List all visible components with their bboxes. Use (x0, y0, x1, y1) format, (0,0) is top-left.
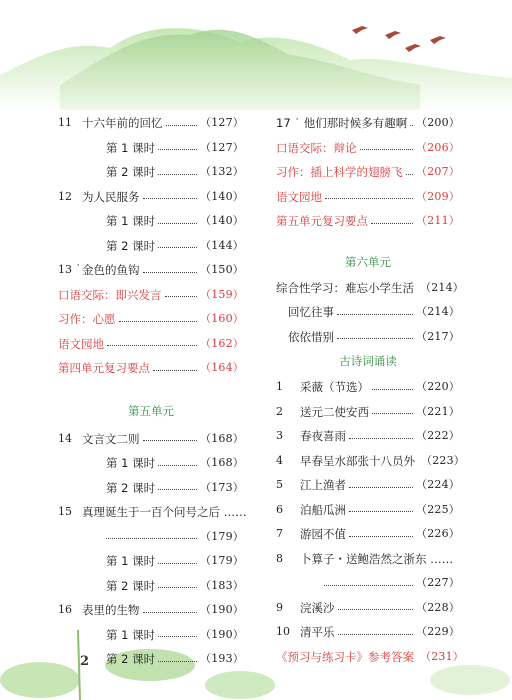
dot-leader (143, 440, 198, 441)
toc-entry[interactable] (58, 259, 244, 281)
entry-title: 《预习与练习卡》参考答案 (276, 649, 414, 664)
dot-leader (158, 661, 197, 662)
entry-page: （193） (200, 652, 244, 665)
entry-page: （140） (200, 189, 244, 203)
entry-number: 3 (276, 429, 283, 442)
entry-page: （217） (416, 329, 460, 343)
entry-title: 17 ˙ 他们那时候多有趣啊 (276, 116, 408, 130)
entry-title: 语文园地 (276, 189, 322, 204)
dot-leader (158, 149, 197, 150)
toc-entry[interactable] (276, 401, 460, 423)
entry-page: （183） (200, 578, 244, 592)
entry-page: （127） (200, 140, 244, 154)
toc-entry[interactable] (276, 621, 460, 643)
entry-title: 依依惜别 (288, 329, 334, 344)
dot-leader (349, 487, 413, 488)
entry-title: 浣溪沙 (300, 600, 335, 615)
toc-entry[interactable] (58, 161, 244, 183)
toc-entry[interactable] (58, 624, 244, 646)
entry-number: 9 (276, 600, 283, 614)
entry-page: （140） (200, 214, 244, 227)
toc-entry[interactable] (58, 112, 244, 134)
dot-leader (338, 609, 414, 610)
entry-page: （221） (416, 404, 460, 418)
entry-page: （231） (420, 649, 464, 663)
entry-title: 为人民服务 (82, 189, 140, 204)
entry-page: （223） (421, 453, 465, 467)
dot-leader (166, 125, 198, 126)
page-number: 2 (80, 654, 90, 669)
dot-leader (337, 338, 413, 339)
dot-leader (324, 585, 413, 586)
unit-heading: 第五单元 (128, 403, 174, 418)
toc-entry[interactable] (58, 428, 244, 450)
toc-entry[interactable] (58, 308, 244, 330)
entry-number: 7 (276, 527, 283, 540)
dot-leader (371, 223, 413, 224)
dot-leader (325, 198, 413, 199)
entry-title: 春夜喜雨 (300, 429, 346, 443)
dot-leader (158, 174, 197, 175)
dot-leader (165, 296, 198, 297)
entry-number: 16 (58, 603, 72, 616)
entry-title: 第 2 课时 (106, 238, 156, 253)
entry-page: （209） (416, 189, 460, 203)
entry-title: 习作：心愿 (58, 312, 116, 326)
toc-entry[interactable] (276, 137, 460, 159)
entry-title: 第四单元复习要点 (58, 361, 150, 375)
dot-leader (143, 198, 198, 199)
entry-title: 采薇（节选） (300, 380, 369, 394)
dot-leader (349, 438, 413, 439)
toc-entry[interactable] (276, 301, 460, 323)
dot-leader (158, 465, 197, 466)
toc-entry[interactable] (58, 357, 244, 379)
toc-entry[interactable] (58, 333, 244, 355)
entry-page: （229） (416, 625, 460, 638)
dot-leader (158, 489, 197, 490)
entry-number: 2 (276, 404, 283, 418)
entry-number: 4 (276, 453, 283, 467)
dot-leader (158, 587, 197, 588)
entry-page: （190） (200, 603, 244, 616)
toc-entry[interactable] (58, 550, 244, 572)
entry-page: （159） (200, 287, 244, 301)
entry-page: （168） (200, 456, 244, 469)
entry-page: （222） (416, 429, 460, 442)
toc-entry[interactable] (276, 474, 460, 496)
toc-entry[interactable] (58, 235, 244, 257)
entry-page: （220） (416, 380, 460, 393)
dot-leader (106, 538, 197, 539)
entry-page: （206） (416, 140, 460, 154)
entry-title: 习作：插上科学的翅膀飞 (276, 165, 403, 179)
toc-entry[interactable] (276, 572, 460, 594)
entry-page: （227） (416, 576, 460, 589)
dot-leader (158, 223, 197, 224)
entry-number: 6 (276, 502, 283, 516)
toc-entry[interactable] (58, 501, 247, 523)
toc-entry[interactable] (276, 112, 460, 134)
toc-entry[interactable] (276, 523, 460, 545)
entry-page: （190） (200, 627, 244, 641)
entry-title: 卜算子・送鲍浩然之浙东 …… (300, 551, 454, 566)
toc-entry[interactable] (58, 186, 244, 208)
entry-number: 5 (276, 478, 283, 491)
toc-entry[interactable] (58, 452, 244, 474)
toc-entry[interactable] (276, 548, 460, 570)
entry-page: （211） (416, 214, 460, 227)
dot-leader (158, 563, 197, 564)
entry-title: 表里的生物 (82, 603, 140, 617)
entry-number: 12 (58, 189, 72, 203)
toc-entry[interactable] (276, 597, 460, 619)
dot-leader (372, 413, 413, 414)
entry-title: 十六年前的回忆 (82, 116, 163, 130)
entry-title: 第 1 课时 (106, 214, 156, 228)
toc-entry[interactable] (276, 277, 464, 299)
entry-title: 口语交际：即兴发言 (58, 287, 162, 302)
section-heading: 古诗词诵读 (339, 354, 397, 368)
entry-title: 第 1 课时 (106, 554, 156, 568)
toc-entry[interactable] (58, 137, 244, 159)
entry-page: （160） (200, 312, 244, 325)
entry-title: 第 2 课时 (106, 652, 156, 666)
entry-title: 第五单元复习要点 (276, 214, 368, 228)
entry-number: 10 (276, 625, 290, 638)
entry-title: 游园不值 (300, 527, 346, 541)
dot-leader (143, 272, 198, 273)
entry-title: 清平乐 (300, 625, 335, 639)
entry-title: 第 2 课时 (106, 480, 156, 495)
entry-title: 文言文二则 (82, 431, 140, 446)
toc-entry[interactable] (58, 599, 244, 621)
dot-leader (349, 511, 413, 512)
entry-page: （200） (416, 116, 460, 129)
dot-leader (406, 174, 414, 175)
dot-leader (143, 612, 198, 613)
entry-title: 送元二使安西 (300, 404, 369, 419)
dot-leader (158, 636, 197, 637)
toc-entry[interactable] (276, 376, 460, 398)
toc-entry[interactable] (58, 526, 244, 548)
toc-entry[interactable] (58, 477, 244, 499)
entry-title: 第 2 课时 (106, 165, 156, 179)
entry-page: （228） (416, 600, 460, 614)
entry-page: （144） (200, 238, 244, 252)
entry-page: （224） (416, 478, 460, 491)
toc-entry[interactable] (276, 326, 460, 348)
toc-entry[interactable] (276, 646, 464, 668)
dot-leader (153, 370, 197, 371)
dot-leader (372, 389, 413, 390)
dot-leader (349, 536, 413, 537)
toc-entry[interactable] (276, 210, 460, 232)
entry-page: （226） (416, 527, 460, 540)
dot-leader (338, 634, 414, 635)
entry-title: 真理诞生于一百个问号之后 …… (82, 505, 247, 519)
entry-number: 14 (58, 431, 72, 445)
entry-title: 第 1 课时 (106, 627, 156, 642)
entry-page: （207） (416, 165, 460, 178)
entry-page: （150） (200, 263, 244, 276)
toc-entry[interactable] (276, 450, 465, 472)
entry-page: （179） (200, 529, 244, 543)
entry-page: （132） (200, 165, 244, 178)
entry-page: （225） (416, 502, 460, 516)
entry-page: （214） (416, 305, 460, 318)
dot-leader (107, 345, 197, 346)
toc-entry[interactable] (276, 186, 460, 208)
entry-title: 回忆往事 (288, 305, 334, 319)
entry-number: 1 (276, 380, 283, 393)
entry-number: 11 (58, 116, 72, 129)
dot-leader (360, 149, 414, 150)
entry-title: 早春呈水部张十八员外 (300, 453, 415, 468)
unit-heading: 第六单元 (345, 254, 391, 269)
entry-page: （179） (200, 554, 244, 567)
entry-title: 第 2 课时 (106, 578, 156, 593)
toc-entry[interactable] (58, 575, 244, 597)
mountain-landscape-illustration (0, 0, 512, 110)
toc-entry[interactable] (58, 210, 244, 232)
entry-page: （127） (200, 116, 244, 129)
entry-title: 第 1 课时 (106, 456, 156, 470)
entry-page: （214） (420, 280, 464, 294)
entry-title: 语文园地 (58, 336, 104, 351)
dot-leader (410, 125, 413, 126)
entry-title: 金色的鱼钩 (82, 263, 140, 277)
entry-title: 江上渔者 (300, 478, 346, 492)
flying-geese-icon (352, 26, 446, 52)
toc-entry[interactable] (276, 425, 460, 447)
entry-title: 综合性学习：难忘小学生活 (276, 280, 414, 295)
dot-leader (119, 321, 198, 322)
entry-page: （168） (200, 431, 244, 445)
toc-entry[interactable] (58, 284, 244, 306)
entry-title: 第 1 课时 (106, 140, 156, 155)
entry-number: 15 (58, 505, 72, 518)
entry-number: 8 (276, 551, 283, 565)
entry-page: （173） (200, 480, 244, 494)
entry-title: 口语交际：辩论 (276, 140, 357, 155)
entry-page: （162） (200, 336, 244, 350)
dot-leader (158, 247, 197, 248)
entry-title: 泊船瓜洲 (300, 502, 346, 517)
entry-number: 13 ˙ (58, 263, 81, 276)
dot-leader (337, 314, 413, 315)
toc-entry[interactable] (276, 161, 460, 183)
toc-entry[interactable] (276, 499, 460, 521)
entry-page: （164） (200, 361, 244, 374)
